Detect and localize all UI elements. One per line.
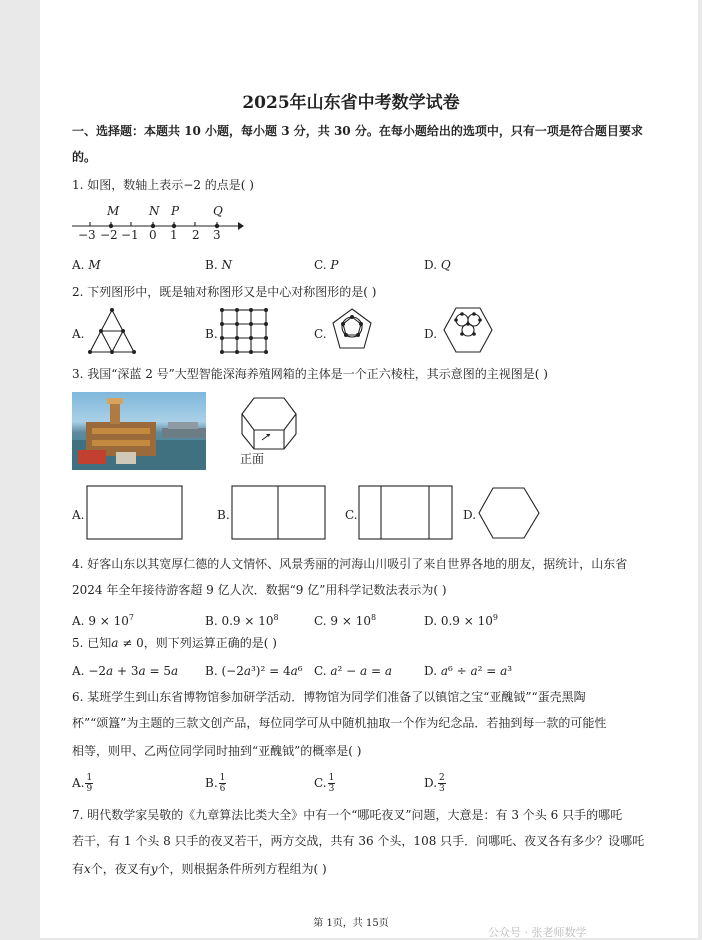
tick-label: −3 xyxy=(78,228,96,242)
q2-figure-triangle[interactable] xyxy=(86,306,138,356)
hexagonal-prism-diagram xyxy=(240,394,300,452)
q6-option-b[interactable]: B. $\frac{1}{6}$ xyxy=(205,773,226,794)
q5-option-d[interactable]: D. 𝑎⁶ ÷ 𝑎² = 𝑎³ xyxy=(424,664,513,678)
q2-figure-pentagon[interactable] xyxy=(330,306,374,352)
q5-stem: 5. 已知𝑎 ≠ 0，则下列运算正确的是( ) xyxy=(72,636,277,650)
q3-option-c-figure[interactable] xyxy=(358,485,454,541)
point-label-n: N xyxy=(149,204,160,218)
point-label-m: M xyxy=(107,204,120,218)
point-label-q: Q xyxy=(213,204,223,218)
q5-option-a[interactable]: A. −2𝑎 + 3𝑎 = 5𝑎 xyxy=(72,664,179,678)
q3-option-b-figure[interactable] xyxy=(231,485,327,541)
q7-stem-line1: 7. 明代数学家吴敬的《九章算法比类大全》中有一个“哪吒夜叉”问题，大意是：有 3 个头 6 只手的哪吒 xyxy=(72,808,623,822)
q3-option-d-figure[interactable] xyxy=(478,487,542,539)
q4-option-d[interactable]: D. $0.9 \times 10^9$ xyxy=(424,613,498,628)
q3-stem: 3. 我国“深蓝 2 号”大型智能深海养殖网箱的主体是一个正六棱柱，其示意图的主视图是( ) xyxy=(72,367,548,381)
q1-option-d[interactable]: D. Q xyxy=(424,258,451,272)
tick-label: 1 xyxy=(170,228,178,242)
q7-stem-line2: 若干，有 1 个头 8 只手的夜叉若干，两方交战，共有 36 个头，108 只手．问哪吒、夜叉各有多少？设哪吒 xyxy=(72,834,645,848)
page-title: 2025年山东省中考数学试卷 xyxy=(242,93,460,113)
q6-stem-line3: 相等，则甲、乙两位同学同时抽到“亚醜钺”的概率是( ) xyxy=(72,744,362,758)
q4-option-c[interactable]: C. $9 \times 10^8$ xyxy=(314,613,377,628)
section-heading-cont: 的。 xyxy=(72,150,97,164)
front-view-label: 正面 xyxy=(240,452,265,466)
q1-option-c[interactable]: C. P xyxy=(314,258,339,272)
point-label-p: P xyxy=(171,204,180,218)
tick-label: −2 xyxy=(100,228,118,242)
q4-option-a[interactable]: A. $9 \times 10^7$ xyxy=(72,613,134,628)
tick-label: 0 xyxy=(149,228,157,242)
q4-stem-line1: 4. 好客山东以其宽厚仁德的人文情怀、风景秀丽的河海山川吸引了来自世界各地的朋友，据统计，山东省 xyxy=(72,557,628,571)
q1-option-a[interactable]: A. M xyxy=(72,258,101,272)
q4-stem-line2: 2024 年全年接待游客超 9 亿人次．数据“9 亿”用科学记数法表示为( ) xyxy=(72,583,447,597)
q2-option-d-label[interactable]: D. xyxy=(424,327,438,341)
q6-option-d[interactable]: D. $\frac{2}{3}$ xyxy=(424,773,445,794)
q3-option-b-label[interactable]: B. xyxy=(217,508,230,522)
q7-stem-line3: 有𝑥个，夜叉有𝑦个，则根据条件所列方程组为( ) xyxy=(72,862,327,876)
section-heading: 一、选择题：本题共 10 小题，每小题 3 分，共 30 分。在每小题给出的选项中，只有一项是符合题目要求 xyxy=(72,124,643,138)
q2-stem: 2. 下列图形中，既是轴对称图形又是中心对称图形的是( ) xyxy=(72,285,377,299)
q2-option-c-label[interactable]: C. xyxy=(314,327,327,341)
q2-option-b-label[interactable]: B. xyxy=(205,327,218,341)
q6-option-c[interactable]: C. $\frac{1}{3}$ xyxy=(314,773,335,794)
q5-option-b[interactable]: B. (−2𝑎³)² = 4𝑎⁶ xyxy=(205,664,303,678)
watermark: 公众号 · 张老师数学 xyxy=(488,926,587,939)
q3-option-a-figure[interactable] xyxy=(86,485,184,541)
tick-label: 3 xyxy=(213,228,221,242)
q1-option-b[interactable]: B. N xyxy=(205,258,232,272)
tick-label: 2 xyxy=(192,228,200,242)
q3-option-d-label[interactable]: D. xyxy=(463,508,477,522)
aquaculture-cage-photo xyxy=(72,392,206,470)
q3-option-c-label[interactable]: C. xyxy=(345,508,358,522)
q3-option-a-label[interactable]: A. xyxy=(72,508,85,522)
tick-label: −1 xyxy=(121,228,139,242)
q2-figure-hexagon[interactable] xyxy=(442,304,494,356)
q4-option-b[interactable]: B. $0.9 \times 10^8$ xyxy=(205,613,279,628)
q6-option-a[interactable]: A. $\frac{1}{9}$ xyxy=(72,773,93,794)
q2-option-a-label[interactable]: A. xyxy=(72,327,85,341)
q5-option-c[interactable]: C. 𝑎² − 𝑎 = 𝑎 xyxy=(314,664,393,678)
page-footer: 第 1页，共 15页 xyxy=(313,918,389,929)
q6-stem-line2: 杯”“颂簋”为主题的三款文创产品，每位同学可从中随机抽取一个作为纪念品．若抽到每一款的可能性 xyxy=(72,716,607,730)
q2-figure-grid[interactable] xyxy=(220,308,268,354)
q1-stem: 1. 如图，数轴上表示−2 的点是( ) xyxy=(72,178,254,192)
q6-stem-line1: 6. 某班学生到山东省博物馆参加研学活动．博物馆为同学们准备了以镇馆之宝“亚醜钺”“蛋壳黑陶 xyxy=(72,690,586,704)
